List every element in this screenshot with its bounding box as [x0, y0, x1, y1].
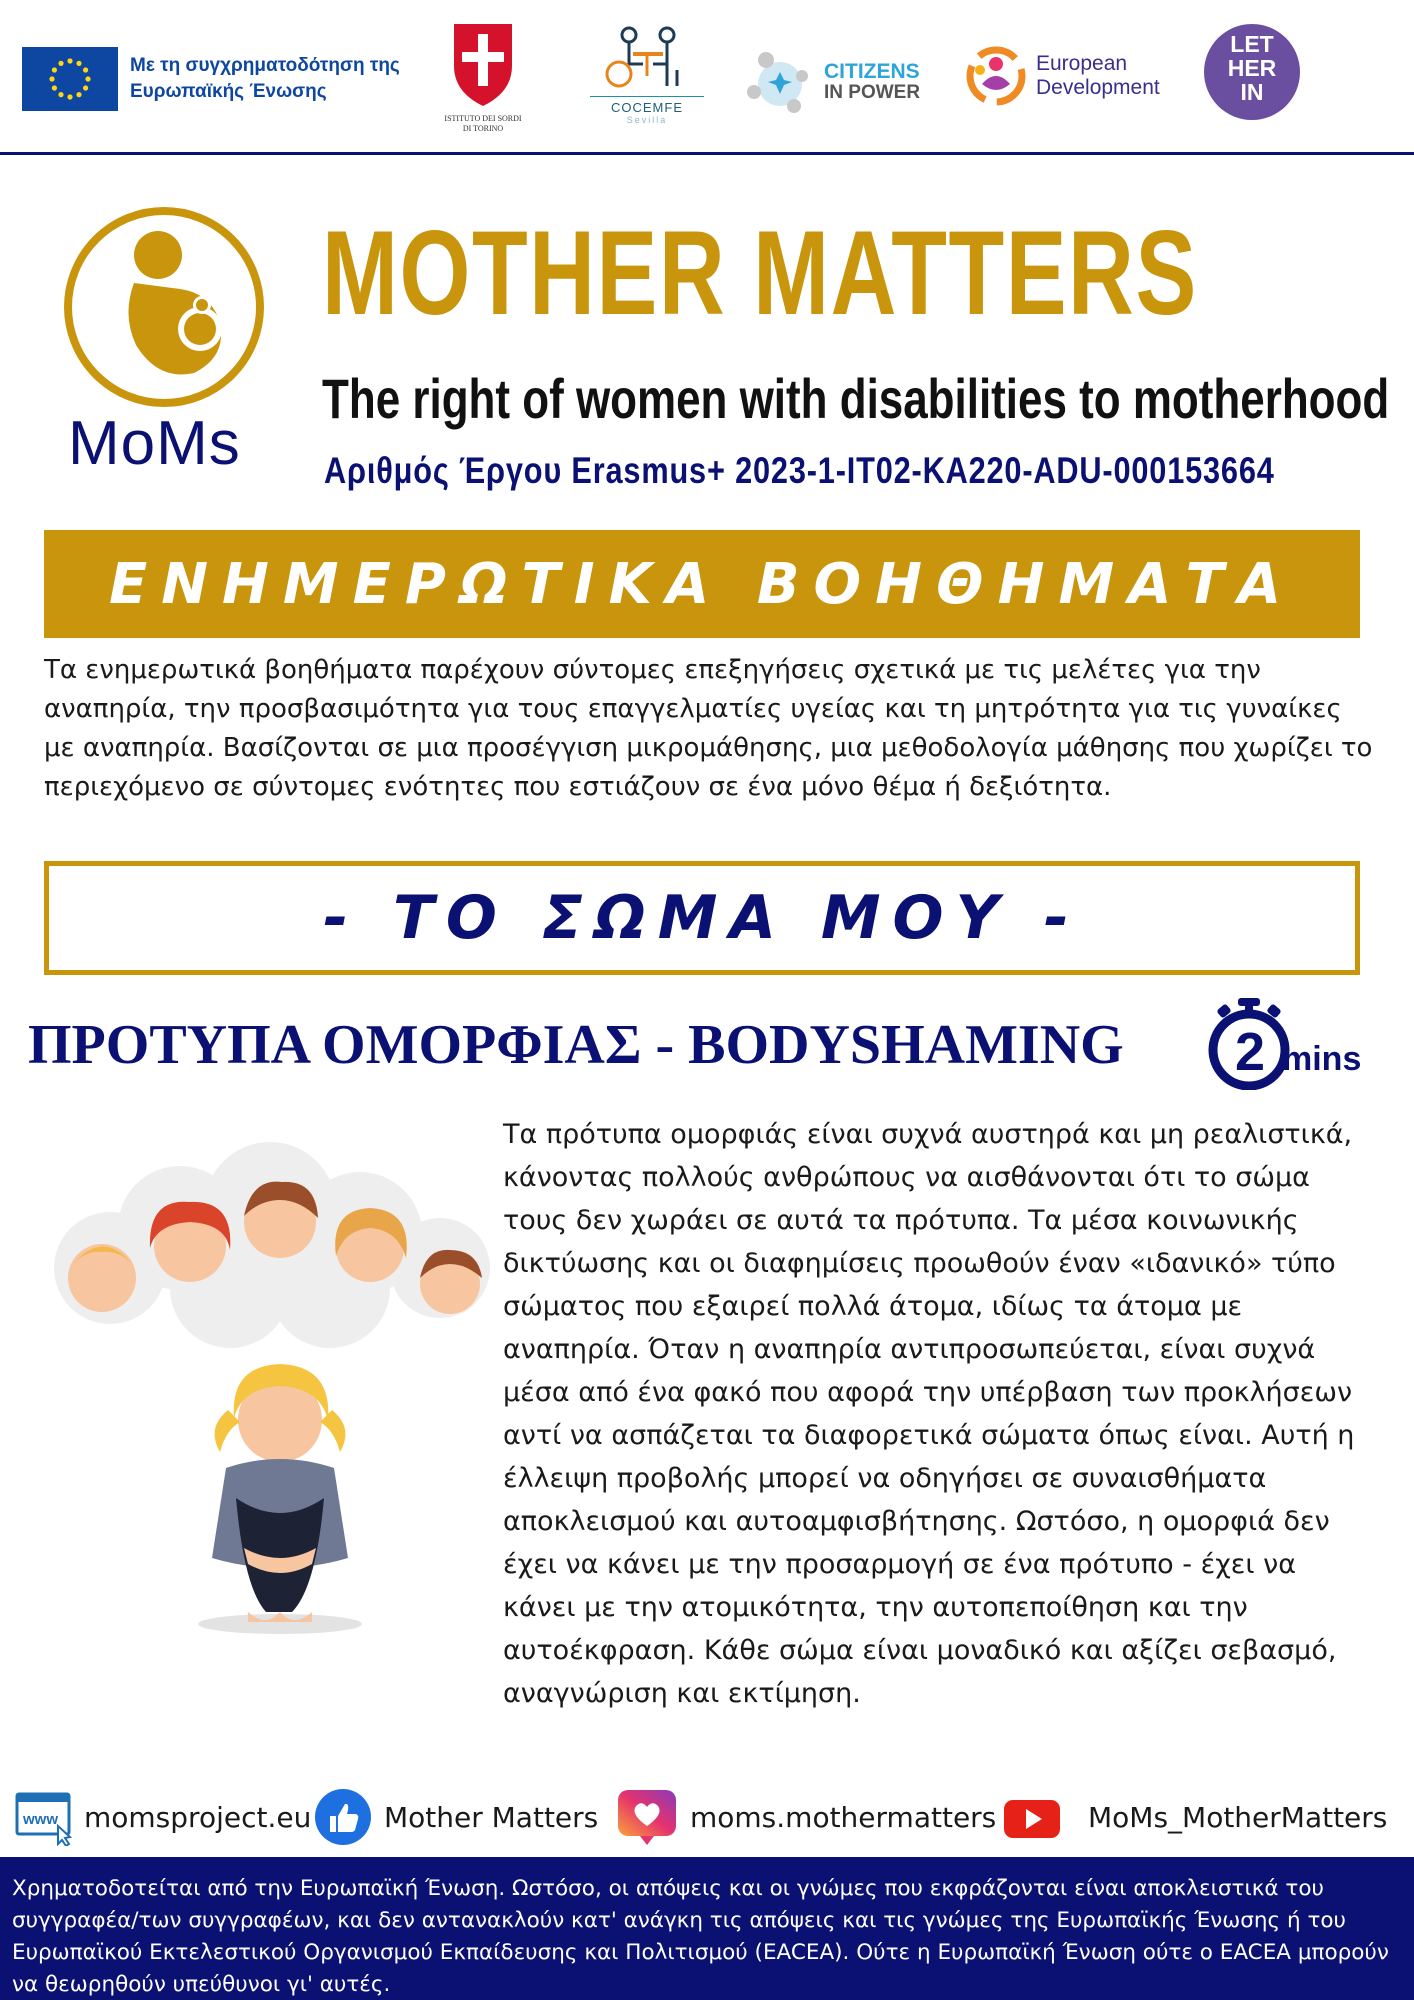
citizens-in-power-logo [744, 46, 920, 118]
facebook-like-icon [314, 1788, 372, 1846]
project-number: Αριθμός Έργου Erasmus+ 2023-1-IT02-KA220-ADU-000153664 [324, 450, 1275, 491]
network-icon [744, 46, 816, 118]
istituto-caption: ISTITUTO DEI SORDI DI TORINO [444, 114, 522, 133]
section-box [44, 861, 1360, 975]
eu-cofunded-logo [22, 47, 400, 111]
article-body: Τα πρότυπα ομορφιάς είναι συχνά αυστηρά και μη ρεαλιστικά, κάνοντας πολλούς ανθρώπους να αισθάνονται ότι το σώμα τους δεν χωράει σε αυτά τα πρότυπα. Τα μέσα κοινωνικής δικτύωσης και οι διαφημίσεις προωθούν έναν «ιδανικό» τύπο σώματος που εξαιρεί πολλά άτομα, ιδίως τα άτομα με αναπηρία. Όταν η αναπηρία αντιπροσωπεύεται, είναι συχνά μέσα από ένα φακό που αφορά την υπέρβαση των προκλήσεων αντί να ασπάζεται τα διαφορετικά σώματα όπως είναι. Αυτή η έλλειψη προβολής μπορεί να οδηγήσει σε συναισθήματα αποκλεισμού και αυτοαμφισβήτησης. Ωστόσο, η ομορφιά δεν έχει να κάνει με την προσαρμογή σε ένα πρότυπο - έχει να κάνει με την ατομικότητα, την αυτοπεποίθηση και την αυτοέκφραση. Κάθε σώμα είναι μοναδικό και αξίζει σεβασμό, αναγνώριση και εκτίμηση. [503, 1119, 1355, 1709]
sad-girl-illustration [30, 1138, 510, 1638]
cocemfe-logo [590, 26, 704, 125]
letherin-line2: HER [1227, 55, 1277, 81]
article-heading: ΠΡΟΤΥΠΑ ΟΜΟΡΦΙΑΣ - BODYSHAMING [28, 1014, 1124, 1076]
section-label: - ΤΟ ΣΩΜΑ ΜΟΥ - [323, 883, 1081, 953]
facebook-link[interactable] [314, 1788, 598, 1846]
reading-time-unit: mins [1282, 1040, 1362, 1078]
intro-paragraph: Τα ενημερωτικά βοηθήματα παρέχουν σύντομες επεξηγήσεις σχετικά με τις μελέτες για την αναπηρία, την προσβασιμότητα για τους επαγγελματίες υγείας και τη μητρότητα για τις γυναίκες με αναπηρία. Βασίζονται σε μια προσέγγιση μικρομάθησης, μια μεθοδολογία μάθησης που χωρίζει το περιεχόμενο σε σύντομες ενότητες που εστιάζουν σε ένα μόνο θέμα ή δεξιότητα. [44, 655, 1373, 802]
shield-icon [450, 22, 516, 108]
letherin-line3: IN [1240, 79, 1264, 105]
people-at-table-icon [597, 26, 697, 90]
let-her-in-logo [1204, 24, 1300, 120]
funding-disclaimer: Χρηματοδοτείται από την Ευρωπαϊκή Ένωση. Ωστόσο, οι απόψεις και οι γνώμες που εκφράζονται είναι αποκλειστικά του συγγραφέα/των συγγραφέων, και δεν αντανακλούν κατ' ανάγκη τις απόψεις και τις γνώμες της Ευρωπαϊκής Ένωσης ή του Ευρωπαϊκού Εκτελεστικού Οργανισμού Εκπαίδευσης και Πολιτισμού (EACEA). Ούτε η Ευρωπαϊκή Ένωση ούτε ο EACEA μπορούν να θεωρηθούν υπεύθυνοι γι' αυτές. [12, 1876, 1389, 1997]
stopwatch-icon [1208, 994, 1362, 1090]
instagram-label: moms.mothermatters [690, 1800, 997, 1834]
info-banner [44, 530, 1360, 638]
youtube-link[interactable] [1002, 1788, 1387, 1846]
info-banner-label: ΕΝΗΜΕΡΩΤΙΚΑ ΒΟΗΘΗΜΑΤΑ [108, 551, 1296, 617]
citizens-line1: CITIZENS [824, 60, 920, 83]
youtube-label: MoMs_MotherMatters [1088, 1800, 1388, 1834]
social-links [0, 1788, 1414, 1846]
website-label: momsproject.eu [84, 1800, 312, 1834]
citizens-line2: IN POWER [824, 82, 921, 103]
facebook-label: Mother Matters [384, 1800, 599, 1834]
instagram-link[interactable] [616, 1788, 996, 1846]
header-divider [0, 152, 1414, 155]
cocemfe-name: COCEMFE [590, 96, 704, 115]
istituto-sordi-logo [440, 22, 526, 134]
www-icon [14, 1788, 76, 1846]
youtube-icon [1002, 1788, 1062, 1846]
colorful-people-icon [964, 44, 1028, 108]
instagram-heart-icon [616, 1788, 678, 1846]
page-subtitle: The right of women with disabilities to motherhood [322, 367, 1390, 430]
european-development-line1: European [1036, 52, 1128, 75]
letherin-line1: LET [1230, 31, 1274, 57]
eu-flag-icon [22, 47, 118, 111]
european-development-logo [964, 44, 1160, 108]
european-development-line2: Development [1036, 76, 1160, 99]
partner-logo-strip [0, 0, 1414, 152]
moms-wordmark: MoMs [68, 409, 241, 478]
eu-funding-text: Με τη συγχρηματοδότηση της Ευρωπαϊκής Ένωσης [130, 55, 400, 102]
website-link[interactable] [14, 1788, 311, 1846]
cocemfe-city: Sevilla [626, 115, 668, 125]
page-title: MOTHER MATTERS [322, 206, 1198, 340]
reading-time-number: 2 [1235, 1022, 1266, 1082]
funding-disclaimer-footer [0, 1857, 1414, 2000]
svg-text:www: www [23, 1811, 59, 1828]
